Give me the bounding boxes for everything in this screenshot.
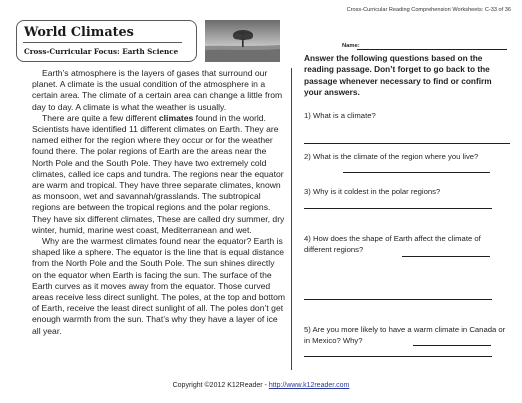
passage-text: found in the world. Scientists have identified 11 different climates on Earth. They are named either for the region where they occur or for the weather found there. The polar regions of Earth are the areas near the North Pole and the South Pole. They have two extremely cold climates, called ice caps and tundra. The regions near the equator are warm and tropical. They have three separate climates, known as monsoon, wet and savannah/grasslands. The subtropical regions are between the tropical regions and the polar regions. They have six different climates, These are called dry summer, dry winter, humid, marine west coast, Mediterranean and wet. xyxy=(32,112,285,235)
answer-line[interactable] xyxy=(304,143,510,144)
answer-line[interactable] xyxy=(304,299,492,300)
title-box xyxy=(16,20,197,62)
passage-paragraph: Why are the warmest climates found near the equator? Earth is shaped like a sphere. The equator is the line that is equal distance from the North Pole and the South Pole. The sun shines directly on the equator when Earth is facing the sun. The surface of the Earth curves as it moves away from the equator. Those curved areas receive less direct sunlight. The poles, at the top and bottom of Earth, receive the least direct sunlight of all. The poles don’t get enough warmth from the sun. That’s why they have a layer of ice all year. xyxy=(32,236,286,336)
question-text: 5) Are you more likely to have a warm climate in Canada or in Mexico? Why? xyxy=(304,325,506,346)
name-label: Name: xyxy=(342,43,360,49)
cross-curricular-focus: Cross-Curricular Focus: Earth Science xyxy=(24,47,179,56)
question-text: 2) What is the climate of the region where you live? xyxy=(304,152,479,161)
answer-line[interactable] xyxy=(304,208,492,209)
question-4 xyxy=(304,233,510,256)
worksheet-series-label: Cross-Curricular Reading Comprehension Worksheets: C-33 of 36 xyxy=(346,7,511,13)
question-3: 3) Why is it coldest in the polar regions? xyxy=(304,187,441,196)
question-text: 4) How does the shape of Earth affect the climate of different regions? xyxy=(304,234,481,255)
passage-text: There are quite a few different xyxy=(42,112,159,123)
instructions: Answer the following questions based on the reading passage. Don’t forget to go back to the passage whenever necessary to find or confirm your answers. xyxy=(304,53,492,98)
landscape-tree-photo xyxy=(205,20,280,62)
passage-paragraph xyxy=(32,113,286,236)
name-field[interactable] xyxy=(357,49,507,50)
passage-paragraph: Earth’s atmosphere is the layers of gases that surround our planet. A climate is the usual condition of the atmosphere in a certain area. The climate of a certain area can change a little from day to day. A climate is what the weather is usually. xyxy=(32,68,283,112)
answer-line[interactable] xyxy=(343,172,490,173)
k12reader-link[interactable]: http://www.k12reader.com xyxy=(268,382,350,389)
title-divider xyxy=(23,42,182,43)
answer-line[interactable] xyxy=(304,356,492,357)
copyright-text: Copyright ©2012 K12Reader - xyxy=(172,382,269,389)
footer xyxy=(0,382,522,389)
answer-line[interactable] xyxy=(413,345,491,346)
reading-passage xyxy=(32,68,286,337)
passage-keyword: climates xyxy=(158,112,194,123)
question-1: 1) What is a climate? xyxy=(304,111,376,120)
answer-line[interactable] xyxy=(402,256,490,257)
question-2 xyxy=(304,151,510,162)
worksheet-title: World Climates xyxy=(24,25,134,40)
column-divider xyxy=(291,68,292,370)
question-5 xyxy=(304,324,510,347)
